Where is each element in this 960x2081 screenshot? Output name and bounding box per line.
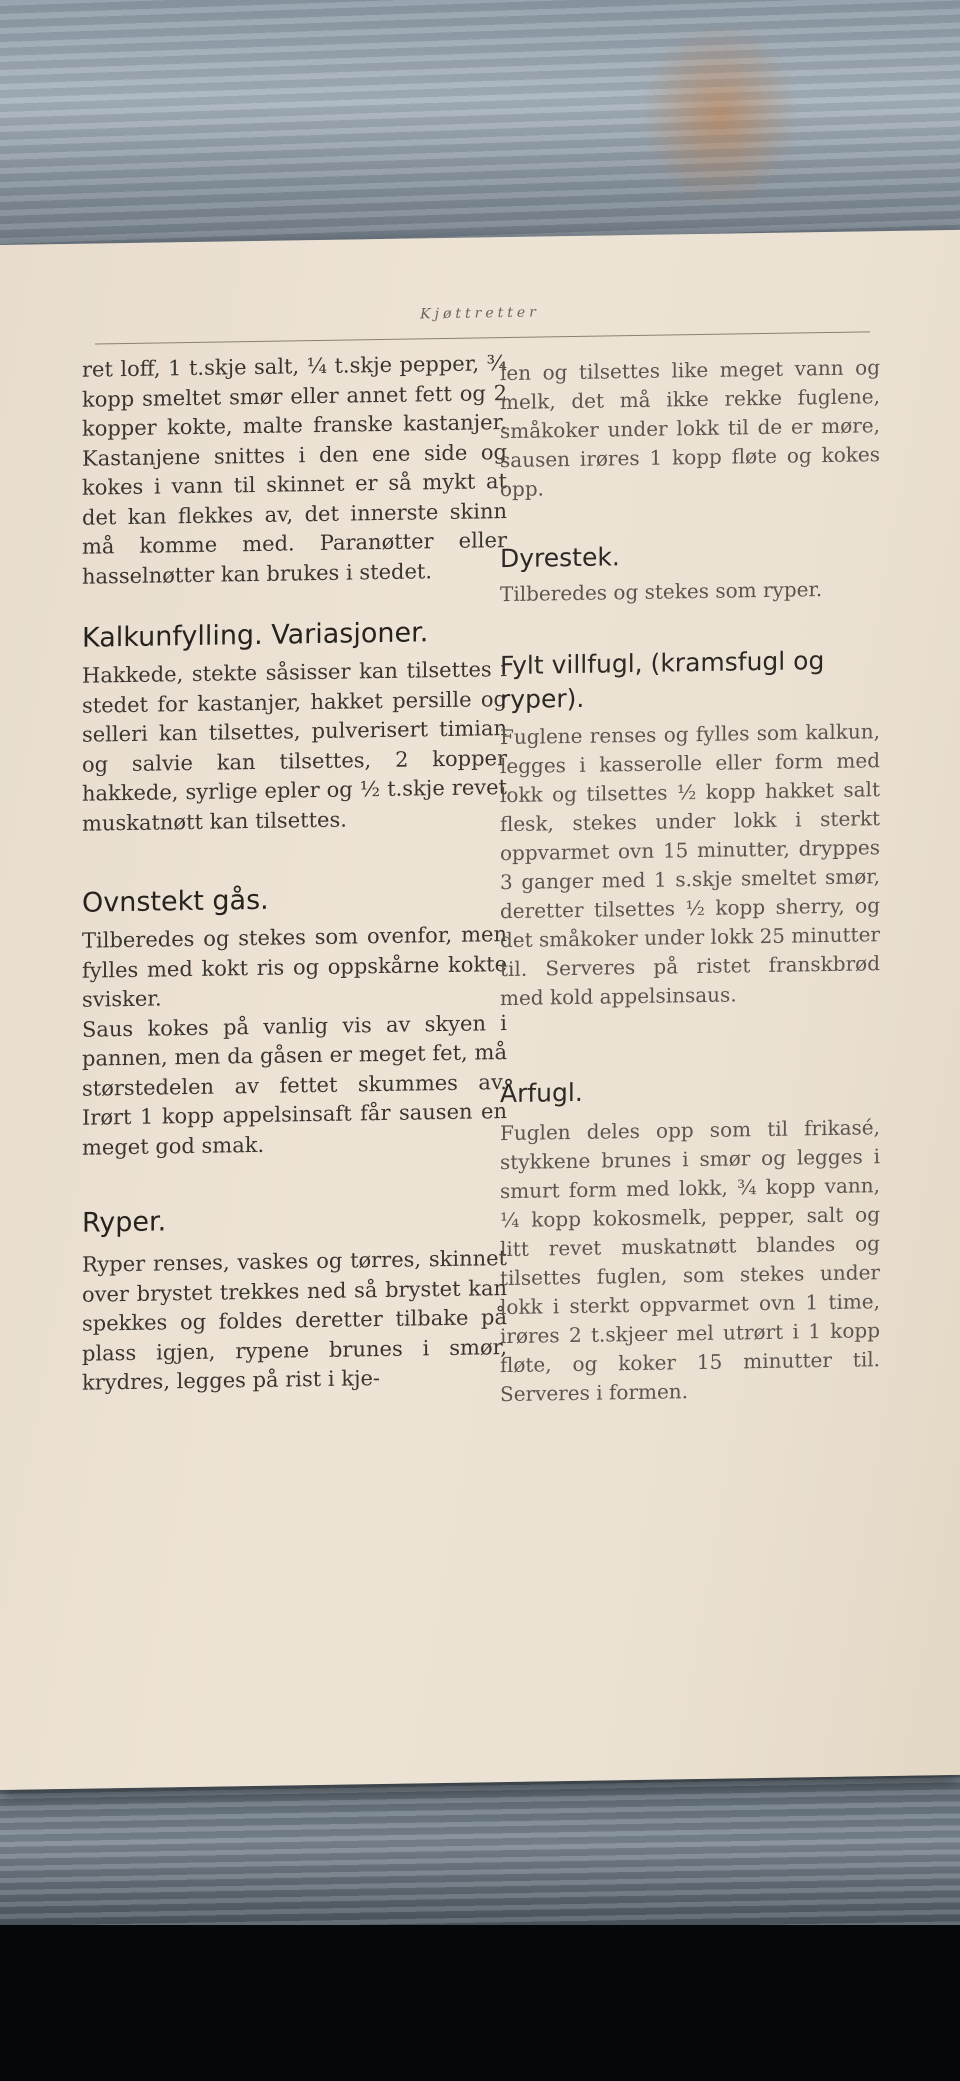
table-surface-bottom [0, 1770, 960, 1930]
ovnstekt-gas-text: Tilberedes og stekes som ovenfor, men fylles med kokt ris og oppskårne kokte svisker. [82, 922, 507, 1012]
arfugl-text: Fuglen deles opp som til frikasé, stykkene brunes i smør og legges i smurt form med lokk, ¾ kopp vann, ¼ kopp kokosmelk, pepper, salt og litt revet muskatnøtt blandes og tilsettes fuglen, som stekes under lokk i sterkt oppvarmet ovn 1 time, irøres 2 t.skjeer mel utrørt i 1 kopp fløte, og koker 15 minutter til. Serveres i formen. [500, 1115, 880, 1407]
header-rule [95, 331, 870, 344]
dyrestek-text: Tilberedes og stekes som ryper. [500, 577, 823, 607]
book-page [0, 230, 960, 1790]
arfugl-heading: Årfugl. [500, 1077, 583, 1109]
gas-sauce-text: Saus kokes på vanlig vis av skyen i pannen, men da gåsen er meget fet, må størstedelen av fettet skummes av. Irørt 1 kopp appelsinsaft får sausen en meget god smak. [82, 1010, 507, 1160]
ryper-continued-text: len og tilsettes like meget vann og melk, det må ikke rekke fuglene, småkoker under lokk til de er møre, sausen irøres 1 kopp fløte og kokes opp. [500, 355, 880, 502]
ryper-text: Ryper renses, vaskes og tørres, skinnet over brystet trekkes ned så brystet kan spekkes og foldes deretter tilbake på plass igjen, rypene brunes i smør, krydres, legges på rist i kje- [82, 1246, 507, 1395]
chestnut-stuffing-continued: ret loff, 1 t.skje salt, ¼ t.skje pepper, ¾ kopp smeltet smør eller annet fett og 2 kopper kokte, malte franske kastanjer. Kastanjene snittes i den ene side og kokes i vann til skinnet er så mykt at det kan flekkes av, det innerste skinn må komme med. Paranøtter eller hasselnøtter kan brukes i stedet. [82, 351, 507, 589]
dyrestek-heading: Dyrestek. [500, 542, 620, 574]
dark-floor [0, 1925, 960, 2081]
ryper-heading: Ryper. [82, 1206, 167, 1239]
left-column [82, 349, 507, 1398]
ovnstekt-gas-heading: Ovnstekt gås. [82, 884, 269, 919]
fylt-villfugl-text: Fuglene renses og fylles som kalkun, legges i kasserolle eller form med lokk og tilsettes ½ kopp hakket salt flesk, stekes under lokk i sterkt oppvarmet ovn 15 minutter, dryppes 3 ganger med 1 s.skje smeltet smør, deretter tilsettes ½ kopp sherry, og det småkoker under lokk 25 minutter til. Serveres på ristet franskbrød med kold appelsinsaus. [500, 719, 880, 1011]
kalkunfylling-heading: Kalkunfylling. Variasjoner. [82, 617, 429, 654]
running-head: Kjøttretter [420, 304, 540, 323]
kalkunfylling-text: Hakkede, stekte såsisser kan tilsettes i stedet for kastanjer, hakket persille og selleri kan tilsettes, pulverisert timian og salvie kan tilsettes, 2 kopper hakkede, syrlige epler og ½ t.skje revet muskatnøtt kan tilsettes. [82, 657, 507, 836]
right-column [500, 353, 880, 1409]
fylt-villfugl-heading: Fylt villfugl, (kramsfugl og ryper). [500, 646, 825, 715]
